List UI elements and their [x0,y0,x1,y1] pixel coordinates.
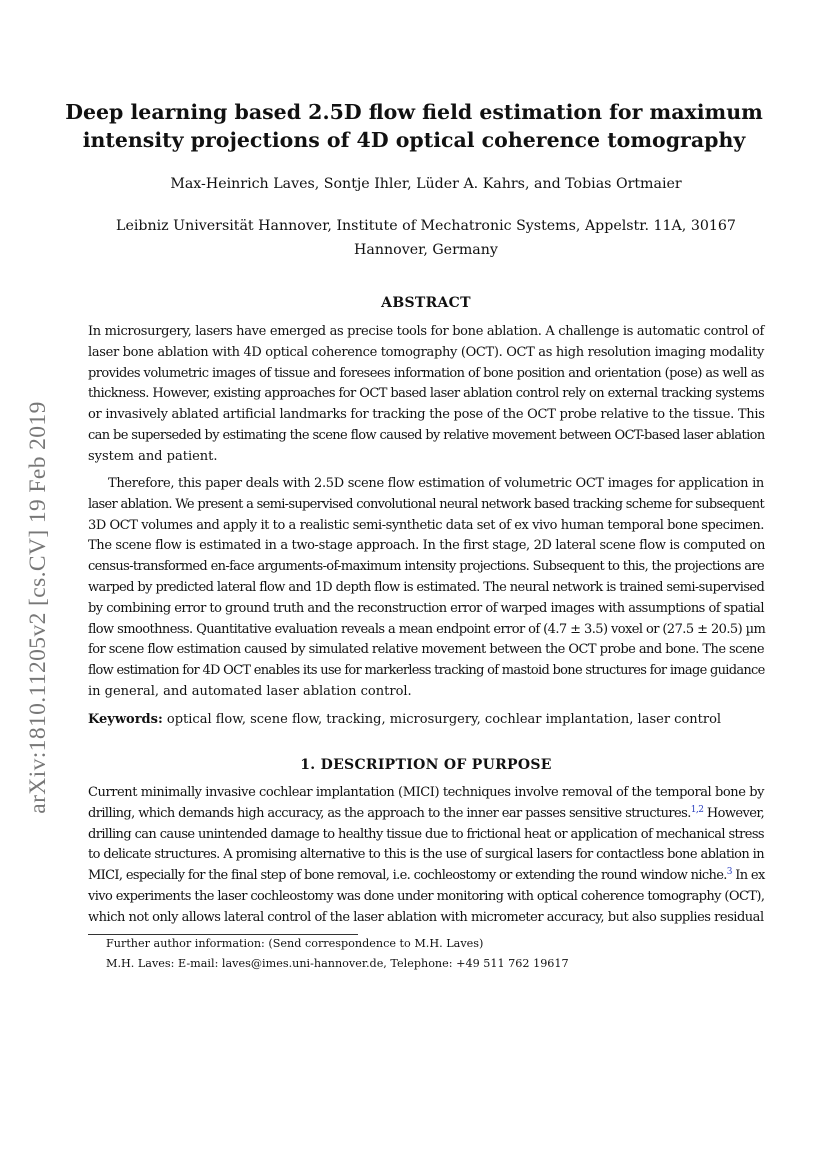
title-line-1: Deep learning based 2.5D flow field estimation for maximum [65,100,763,124]
arxiv-stamp [18,362,58,852]
text-line: warped by predicted lateral flow and 1D depth flow is estimated. The neural network is trained semi-supervised [88,579,765,595]
text-line [88,887,764,908]
text-line: laser ablation. We present a semi-supervised convolutional neural network based tracking scheme for subsequent [88,496,764,512]
text-line [88,845,764,866]
line-text: to delicate structures. A promising alternative to this is the use of surgical lasers for contactless bone ablation in [88,847,764,863]
text-line: provides volumetric images of tissue and foresees information of bone position and orientation (pose) as well as [88,365,764,381]
text-line [88,908,764,929]
text-line: in general, and automated laser ablation control. [88,683,412,699]
keywords-label: Keywords: [88,712,163,727]
text-line: Therefore, this paper deals with 2.5D scene flow estimation of volumetric OCT images for application in [108,476,764,491]
text-line: laser bone ablation with 4D optical coherence tomography (OCT). OCT as high resolution imaging modality [88,344,764,360]
text-line: In microsurgery, lasers have emerged as precise tools for bone ablation. A challenge is automatic control of [88,324,764,339]
footnote-rule [88,934,358,935]
text-line: census-transformed en-face arguments-of-maximum intensity projections. Subsequent to this, the projections are [88,559,764,575]
text-line: can be superseded by estimating the scene flow caused by relative movement between OCT-based laser ablation [88,427,765,443]
title-line-2: intensity projections of 4D optical coherence tomography [82,128,746,152]
line-text: drilling, which demands high accuracy, as the approach to the inner ear passes sensitive structures. [88,805,691,821]
keywords-text: optical flow, scene flow, tracking, microsurgery, cochlear implantation, laser control [166,712,722,727]
section-1-body [88,783,764,929]
abstract-paragraph-2 [88,474,764,703]
author-list: Max-Heinrich Laves, Sontje Ihler, Lüder A. Kahrs, and Tobias Ortmaier [170,176,682,192]
text-line: thickness. However, existing approaches for OCT based laser ablation control rely on external tracking systems [88,386,765,402]
text-line: for scene flow estimation caused by simulated relative movement between the OCT probe and bone. The scene [88,642,764,658]
abstract-paragraph-1 [88,322,764,468]
arxiv-stamp-text: arXiv:1810.11205v2 [cs.CV] 19 Feb 2019 [24,400,51,814]
text-line: 3D OCT volumes and apply it to a realistic semi-synthetic data set of ex vivo human temporal bone specimen. [88,517,764,533]
text-line: by combining error to ground truth and the reconstruction error of warped images with assumptions of spatial [88,600,764,616]
footnote-contact: M.H. Laves: E-mail: laves@imes.uni-hannover.de, Telephone: +49 511 762 19617 [106,957,569,970]
line-text: Current minimally invasive cochlear implantation (MICI) techniques involve removal of the temporal bone by [88,785,764,800]
text-line: flow estimation for 4D OCT enables its use for markerless tracking of mastoid bone structures for image guidance [88,663,765,679]
affiliation-line-1: Leibniz Universität Hannover, Institute of Mechatronic Systems, Appelstr. 11A, 30167 [116,218,736,234]
abstract-heading: ABSTRACT [381,295,471,311]
text-line: flow smoothness. Quantitative evaluation reveals a mean endpoint error of (4.7 ± 3.5) voxel or (27.5 ± 20.5) µm [88,621,766,637]
line-text-after: However, [703,805,765,821]
citation-link[interactable]: 1,2 [690,804,704,815]
line-text: which not only allows lateral control of the laser ablation with micrometer accuracy, but also supplies residual [88,909,764,925]
text-line: or invasively ablated artificial landmarks for tracking the pose of the OCT probe relative to the tissue. This [88,407,765,423]
line-text: MICI, especially for the final step of bone removal, i.e. cochleostomy or extending the round window niche. [88,868,727,884]
affiliation [88,214,764,262]
text-line: system and patient. [88,448,218,464]
text-line: The scene flow is estimated in a two-stage approach. In the first stage, 2D lateral scene flow is computed on [88,538,765,554]
text-line [88,825,764,846]
line-text-after: In ex [731,868,765,884]
line-text: drilling can cause unintended damage to healthy tissue due to frictional heat or application of mechanical stress [88,826,764,842]
text-line [88,804,764,825]
citation-link[interactable]: 3 [726,867,732,878]
affiliation-line-2: Hannover, Germany [354,242,498,258]
line-text: vivo experiments the laser cochleostomy was done under monitoring with optical coherence tomography (OCT), [88,888,765,904]
text-line [88,866,764,887]
section-1-heading: 1. DESCRIPTION OF PURPOSE [300,757,552,773]
keywords-line [88,712,764,727]
text-line [88,783,764,804]
footnote-author-info: Further author information: (Send correspondence to M.H. Laves) [106,937,484,950]
paper-title [60,98,768,154]
